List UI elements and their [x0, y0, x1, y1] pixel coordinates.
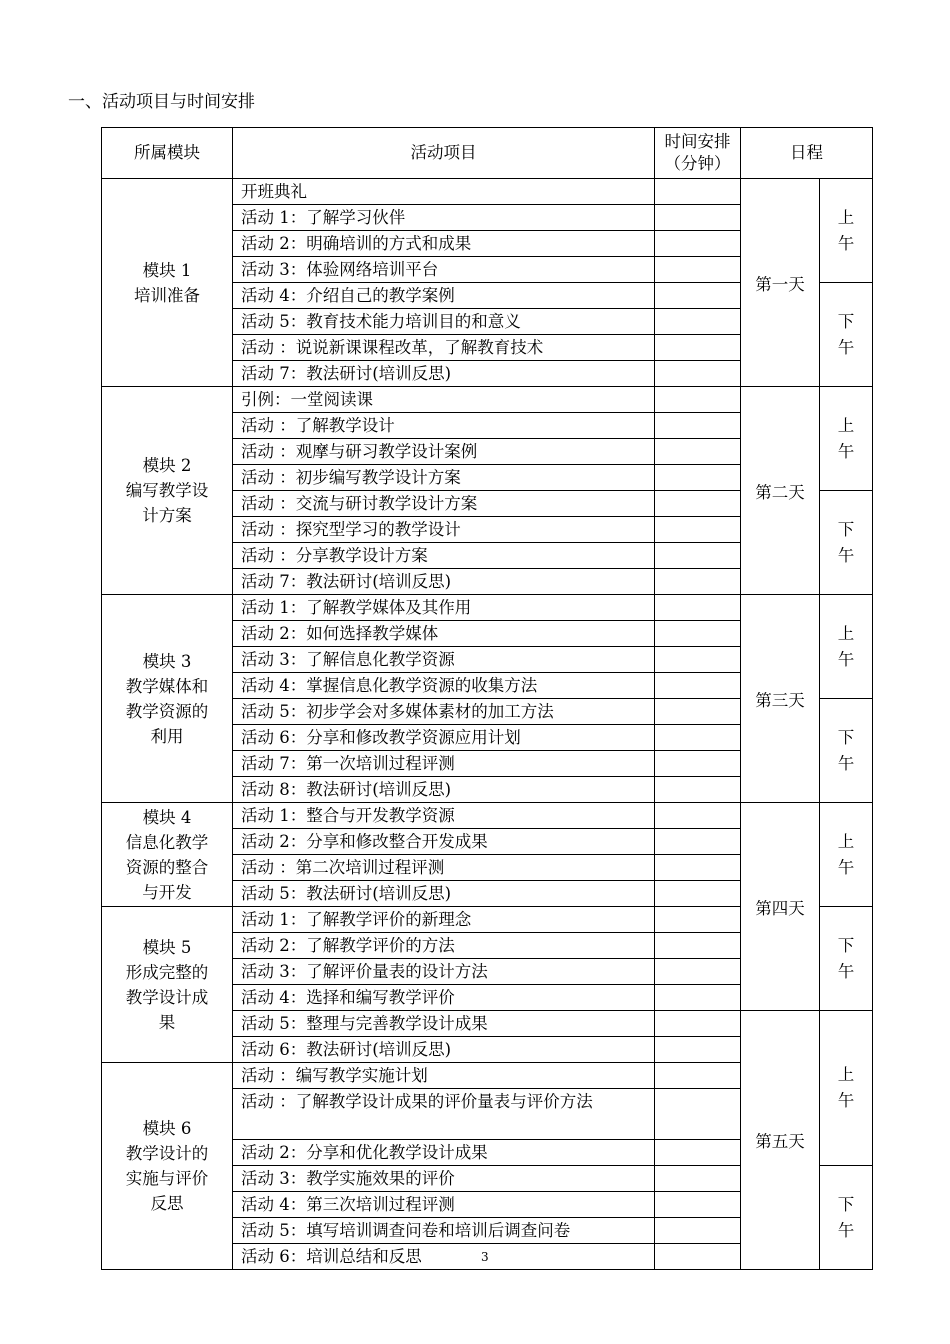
activity-cell: 引例：一堂阅读课 — [233, 387, 655, 413]
time-cell — [655, 465, 741, 491]
activity-cell: 活动 1：了解教学评价的新理念 — [233, 907, 655, 933]
activity-cell: 活动 ：说说新课课程改革，了解教育技术 — [233, 335, 655, 361]
activity-cell: 活动 7：教法研讨(培训反思) — [233, 569, 655, 595]
time-cell — [655, 231, 741, 257]
afternoon-cell: 下 午 — [820, 1166, 873, 1270]
time-cell — [655, 543, 741, 569]
activity-cell: 活动 2：分享和优化教学设计成果 — [233, 1140, 655, 1166]
activity-cell: 活动 ：观摩与研习教学设计案例 — [233, 439, 655, 465]
time-cell — [655, 1140, 741, 1166]
time-cell — [655, 517, 741, 543]
time-cell — [655, 413, 741, 439]
time-cell — [655, 907, 741, 933]
time-cell — [655, 179, 741, 205]
activity-cell: 活动 7：教法研讨(培训反思) — [233, 361, 655, 387]
afternoon-cell: 下 午 — [820, 283, 873, 387]
time-cell — [655, 257, 741, 283]
time-cell — [655, 1063, 741, 1089]
time-cell — [655, 829, 741, 855]
table-row — [102, 387, 873, 413]
activity-cell: 活动 6：培训总结和反思 — [233, 1244, 655, 1270]
header-schedule: 日程 — [741, 128, 873, 179]
time-cell — [655, 777, 741, 803]
time-cell — [655, 1037, 741, 1063]
module-1-cell: 模块 1 培训准备 — [102, 179, 233, 387]
day-4-cell: 第四天 — [741, 803, 820, 1011]
activity-cell: 活动 3：了解评价量表的设计方法 — [233, 959, 655, 985]
activity-cell: 活动 6：分享和修改教学资源应用计划 — [233, 725, 655, 751]
activity-cell: 活动 1：整合与开发教学资源 — [233, 803, 655, 829]
time-cell — [655, 1011, 741, 1037]
activity-cell: 开班典礼 — [233, 179, 655, 205]
table-row — [102, 179, 873, 205]
activity-cell: 活动 3：了解信息化教学资源 — [233, 647, 655, 673]
time-cell — [655, 569, 741, 595]
section-heading: 一、活动项目与时间安排 — [68, 92, 255, 112]
activity-cell: 活动 ：初步编写教学设计方案 — [233, 465, 655, 491]
activity-cell: 活动 ：交流与研讨教学设计方案 — [233, 491, 655, 517]
morning-cell: 上 午 — [820, 1011, 873, 1166]
activity-cell: 活动 2：如何选择教学媒体 — [233, 621, 655, 647]
activity-cell: 活动 2：明确培训的方式和成果 — [233, 231, 655, 257]
time-cell — [655, 621, 741, 647]
activity-cell: 活动 5：初步学会对多媒体素材的加工方法 — [233, 699, 655, 725]
day-3-cell: 第三天 — [741, 595, 820, 803]
morning-cell: 上 午 — [820, 387, 873, 491]
activity-cell: 活动 5：教法研讨(培训反思) — [233, 881, 655, 907]
day-5-cell: 第五天 — [741, 1011, 820, 1270]
page-number: 3 — [481, 1250, 489, 1264]
module-5-cell: 模块 5 形成完整的 教学设计成 果 — [102, 907, 233, 1063]
time-cell — [655, 1089, 741, 1140]
time-cell — [655, 439, 741, 465]
morning-cell: 上 午 — [820, 179, 873, 283]
morning-cell: 上 午 — [820, 803, 873, 907]
header-module: 所属模块 — [102, 128, 233, 179]
time-cell — [655, 985, 741, 1011]
day-1-cell: 第一天 — [741, 179, 820, 387]
time-cell — [655, 699, 741, 725]
activity-cell: 活动 5：教育技术能力培训目的和意义 — [233, 309, 655, 335]
header-time: 时间安排 （分钟） — [655, 128, 741, 179]
activity-cell: 活动 4：选择和编写教学评价 — [233, 985, 655, 1011]
time-cell — [655, 881, 741, 907]
time-cell — [655, 751, 741, 777]
activity-cell: 活动 4：掌握信息化教学资源的收集方法 — [233, 673, 655, 699]
time-cell — [655, 1218, 741, 1244]
module-2-cell: 模块 2 编写教学设 计方案 — [102, 387, 233, 595]
activity-cell: 活动 ：了解教学设计成果的评价量表与评价方法 — [233, 1089, 655, 1140]
time-cell — [655, 855, 741, 881]
time-cell — [655, 387, 741, 413]
morning-cell: 上 午 — [820, 595, 873, 699]
time-cell — [655, 205, 741, 231]
activity-cell: 活动 5：填写培训调查问卷和培训后调查问卷 — [233, 1218, 655, 1244]
time-cell — [655, 309, 741, 335]
table-row — [102, 595, 873, 621]
activity-cell: 活动 1：了解教学媒体及其作用 — [233, 595, 655, 621]
activity-cell: 活动 ：分享教学设计方案 — [233, 543, 655, 569]
time-cell — [655, 361, 741, 387]
table-header-row — [102, 128, 873, 179]
day-2-cell: 第二天 — [741, 387, 820, 595]
time-cell — [655, 933, 741, 959]
table-row — [102, 803, 873, 829]
afternoon-cell: 下 午 — [820, 699, 873, 803]
module-3-cell: 模块 3 教学媒体和 教学资源的 利用 — [102, 595, 233, 803]
time-cell — [655, 725, 741, 751]
activity-cell: 活动 3：体验网络培训平台 — [233, 257, 655, 283]
activity-cell: 活动 ：编写教学实施计划 — [233, 1063, 655, 1089]
time-cell — [655, 595, 741, 621]
activity-cell: 活动 5：整理与完善教学设计成果 — [233, 1011, 655, 1037]
time-cell — [655, 647, 741, 673]
module-6-cell: 模块 6 教学设计的 实施与评价 反思 — [102, 1063, 233, 1270]
time-cell — [655, 803, 741, 829]
activity-cell: 活动 2：分享和修改整合开发成果 — [233, 829, 655, 855]
time-cell — [655, 491, 741, 517]
time-cell — [655, 283, 741, 309]
time-cell — [655, 1244, 741, 1270]
header-activity: 活动项目 — [233, 128, 655, 179]
time-cell — [655, 1166, 741, 1192]
time-cell — [655, 1192, 741, 1218]
activity-cell: 活动 4：第三次培训过程评测 — [233, 1192, 655, 1218]
activity-cell: 活动 ：探究型学习的教学设计 — [233, 517, 655, 543]
activity-cell: 活动 ：了解教学设计 — [233, 413, 655, 439]
activity-cell: 活动 1：了解学习伙伴 — [233, 205, 655, 231]
afternoon-cell: 下 午 — [820, 491, 873, 595]
activity-cell: 活动 3：教学实施效果的评价 — [233, 1166, 655, 1192]
schedule-table — [101, 127, 873, 1270]
time-cell — [655, 335, 741, 361]
activity-cell: 活动 7：第一次培训过程评测 — [233, 751, 655, 777]
activity-cell: 活动 4：介绍自己的教学案例 — [233, 283, 655, 309]
activity-cell: 活动 2：了解教学评价的方法 — [233, 933, 655, 959]
activity-cell: 活动 8：教法研讨(培训反思) — [233, 777, 655, 803]
activity-cell: 活动 ：第二次培训过程评测 — [233, 855, 655, 881]
time-cell — [655, 959, 741, 985]
module-4-cell: 模块 4 信息化教学 资源的整合 与开发 — [102, 803, 233, 907]
time-cell — [655, 673, 741, 699]
afternoon-cell: 下 午 — [820, 907, 873, 1011]
activity-cell: 活动 6：教法研讨(培训反思) — [233, 1037, 655, 1063]
